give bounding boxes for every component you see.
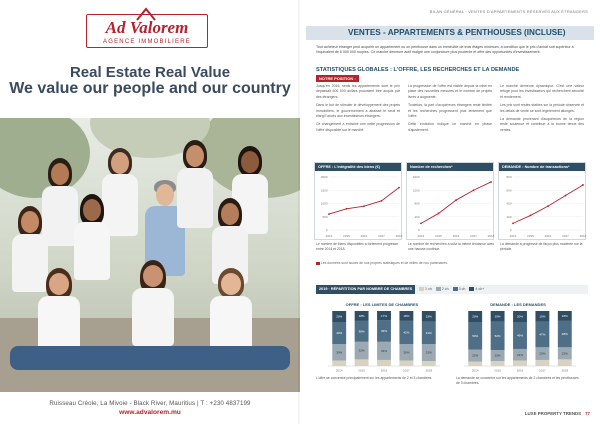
line-chart-offer (315, 171, 403, 240)
x-tick-label: 2014 (325, 234, 333, 238)
data-point (398, 187, 400, 189)
data-point (582, 184, 584, 186)
data-point (490, 181, 492, 183)
data-label: 18% (403, 314, 410, 319)
chart-footnote (316, 261, 448, 265)
data-point (346, 208, 348, 210)
text-column-2 (408, 84, 492, 136)
data-label: 21% (516, 352, 524, 357)
data-point (328, 213, 330, 215)
data-label: 48% (561, 332, 568, 337)
x-tick-label: 2016 (452, 234, 460, 238)
x-tick-label: 2018 (395, 234, 403, 238)
stack-chart-title: DEMANDE : LES DEMANDES (490, 302, 546, 307)
page-footer (525, 411, 590, 416)
x-tick-label: 2014 (509, 234, 517, 238)
chart-caption: La demande a progressé de façon plus modérée sur la période. (500, 242, 583, 251)
chart-caption: Le nombre de biens disponibles a fortement progressé entre 2014 et 2018. (316, 242, 398, 251)
x-tick-label: 2015 (343, 234, 350, 238)
bar-segment (535, 360, 549, 366)
team-photo (0, 118, 300, 392)
y-tick-label: 1500 (320, 188, 328, 193)
bar-segment (332, 361, 346, 367)
x-tick-label: 2017 (539, 368, 546, 373)
data-point (381, 200, 383, 202)
data-point (473, 189, 475, 191)
data-label: 38% (358, 329, 365, 334)
x-tick-label: 2018 (579, 234, 587, 238)
bar-segment (377, 360, 391, 366)
data-point (565, 195, 567, 197)
x-tick-label: 2017 (562, 234, 569, 238)
data-point (420, 222, 422, 224)
y-tick-label: 1000 (320, 201, 328, 206)
x-tick-label: 2017 (470, 234, 477, 238)
article-page (300, 0, 600, 424)
chart-title: OFFRE : L'intégralité des biens (€) (315, 163, 401, 171)
bar-segment (422, 361, 436, 366)
y-tick-label: 1600 (412, 175, 420, 180)
line-chart-searches (407, 171, 495, 240)
data-label: 49% (516, 333, 524, 338)
page-number: 77 (585, 411, 590, 416)
data-label: 18% (561, 314, 568, 319)
legend-swatch (316, 262, 320, 265)
data-label: 20% (336, 314, 343, 319)
chart-demand (498, 162, 586, 240)
legend-label: 2 ch (441, 287, 449, 291)
data-point (363, 205, 365, 207)
advert-title: Real Estate Real Value (69, 64, 231, 81)
data-point (547, 205, 549, 207)
chart-footnote-text: Les données sont issues de nos propres statistiques et de celles de nos partenaires. (321, 261, 448, 265)
roof-icon (136, 7, 156, 21)
y-tick-label: 500 (322, 214, 328, 219)
data-label: 32% (358, 348, 365, 353)
x-tick-label: 2018 (561, 368, 569, 373)
bar-segment (355, 359, 369, 366)
data-point (512, 222, 514, 224)
stack-caption: L'offre se concentre principalement sur les appartements de 2 et 3 chambres. (316, 376, 433, 380)
legend-swatch (453, 287, 458, 291)
section2-tag: 2019 · RÉPARTITION PAR NOMBRE DE CHAMBRES (316, 285, 415, 294)
chart-title: DEMANDE : Nombre de transactions* (499, 163, 585, 171)
bar-segment (513, 361, 527, 367)
y-tick-label: 2000 (320, 175, 328, 180)
position-pill: NOTRE POSITION : (316, 75, 359, 82)
paragraph: La demande provenant d'acquéreurs de la région reste soutenue et contribue à la bonne tenue des ventes. (500, 117, 584, 132)
data-label: 18% (358, 314, 365, 319)
text-column-3 (500, 84, 584, 136)
data-label: 50% (472, 333, 479, 338)
text-column-1 (316, 84, 400, 136)
y-tick-label: 0 (509, 228, 512, 233)
stacked-bar-demand (456, 308, 580, 374)
data-label: 42% (403, 330, 410, 335)
data-label: 40% (336, 331, 343, 336)
section-title: VENTES - APPARTEMENTS & PENTHOUSES (INCLUSE) (348, 28, 566, 37)
stats-heading: STATISTIQUES GLOBALES : L'OFFRE, LES RECHERCHES ET LA DEMANDE (316, 67, 520, 73)
bar-segment (558, 359, 572, 366)
x-tick-label: 2015 (435, 234, 442, 238)
x-tick-label: 2016 (544, 234, 552, 238)
intro-paragraph: Tout acheteur étranger peut acquérir un appartement ou un penthouse dans un immeuble de trois étages minimum, à condition que le prix d'achat soit supérieur à l'équivalent de 6 000 000 roupies. Ce marché demeure actif malgré une conjoncture plus prudente et offre des opportunités d'investissement. (316, 45, 574, 55)
x-tick-label: 2015 (358, 368, 365, 373)
stack-caption: La demande se concentre sur les appartements de 2 chambres et les penthouses de 3 chambres. (456, 376, 579, 385)
y-tick-label: 0 (417, 228, 420, 233)
data-label: 33% (380, 348, 388, 353)
y-tick-label: 400 (506, 201, 512, 206)
data-label: 52% (494, 333, 501, 338)
chart-offer (314, 162, 402, 240)
y-tick-label: 800 (414, 201, 420, 206)
x-tick-label: 2017 (403, 368, 410, 373)
logo-name: Ad Valorem (105, 18, 189, 37)
advert-footer (0, 392, 300, 424)
x-tick-label: 2018 (487, 234, 495, 238)
x-tick-label: 2016 (360, 234, 368, 238)
running-head: BILAN GÉNÉRAL · VENTES D'APPARTEMENTS RÉSERVÉS AUX ÉTRANGERS (429, 9, 588, 14)
series-line (513, 185, 583, 223)
data-point (530, 215, 532, 217)
data-label: 41% (425, 330, 432, 335)
paragraph: Jusqu'en 2016, seuls les appartements dont le prix dépassait 500 000 dollars pouvaient être acquis par des étrangers. (316, 84, 400, 99)
y-tick-label: 600 (506, 188, 512, 193)
chart-searches (406, 162, 494, 240)
x-tick-label: 2014 (335, 368, 343, 373)
data-point (455, 199, 457, 201)
y-tick-label: 400 (414, 214, 420, 219)
data-label: 19% (494, 314, 501, 319)
series-line (329, 188, 399, 215)
legend-swatch (469, 287, 474, 291)
paragraph: Dans le but de stimuler le développement des projets immobiliers, le gouvernement a abaissé le seuil et élargi l'accès aux investisseurs étrangers. (316, 103, 400, 119)
bar-segment (491, 361, 505, 366)
x-tick-label: 2018 (425, 368, 433, 373)
advert-address: Ruisseau Créole, La Mivoie - Black River, Mauritius | T : +230 4837199 (49, 400, 251, 407)
paragraph: Cette évolution indique un marché en phase d'ajustement. (408, 122, 492, 132)
data-label: 47% (539, 332, 546, 337)
y-tick-label: 1200 (412, 188, 420, 193)
bar-segment (399, 361, 413, 367)
paragraph: La progression de l'offre est visible depuis la mise en place des nouvelles mesures et le nombre de projets livrés a augmenté. (408, 84, 492, 99)
x-tick-label: 2014 (471, 368, 479, 373)
paragraph: Les prix sont restés stables sur la période observée et les délais de vente se sont légèrement allongés. (500, 103, 584, 113)
data-label: 17% (380, 313, 388, 318)
x-tick-label: 2015 (527, 234, 534, 238)
data-label: 20% (472, 314, 479, 319)
data-label: 30% (336, 350, 343, 355)
chart-title: Nombre de recherches* (407, 163, 493, 171)
stacked-bar-offer (320, 308, 444, 374)
paragraph: Ce changement a entraîné une nette progression de l'offre disponible sur le marché. (316, 122, 400, 132)
data-label: 30% (403, 350, 410, 355)
x-tick-label: 2016 (516, 368, 524, 373)
x-tick-label: 2015 (494, 368, 501, 373)
legend-label: 4 ch+ (475, 287, 485, 291)
y-tick-label: 0 (325, 228, 328, 233)
legend-swatch (436, 287, 441, 291)
series-line (421, 182, 491, 223)
data-label: 23% (539, 351, 546, 356)
legend-label: 1 ch (425, 287, 432, 291)
data-label: 39% (380, 329, 388, 334)
x-tick-label: 2017 (378, 234, 385, 238)
data-label: 20% (516, 314, 524, 319)
advert-website-link[interactable]: www.advalorem.mu (119, 409, 181, 416)
data-label: 31% (425, 350, 432, 355)
data-point (438, 213, 440, 215)
paragraph: Le marché demeure dynamique. C'est une valeur refuge pour les investisseurs qui recherchent sécurité et rendement. (500, 84, 584, 99)
line-chart-demand (499, 171, 587, 240)
stack-chart-title: OFFRE : LES LIMITES DE CHAMBRES (345, 302, 419, 307)
data-label: 22% (561, 351, 568, 356)
data-label: 20% (494, 353, 501, 358)
x-tick-label: 2014 (417, 234, 425, 238)
bar-segment (468, 362, 482, 366)
legend-label: 3 ch (458, 287, 466, 291)
y-tick-label: 800 (506, 175, 512, 180)
x-tick-label: 2016 (380, 368, 388, 373)
paragraph: Toutefois, la part d'acquéreurs étrangers reste limitée et les recherches progressent plus lentement que l'offre. (408, 103, 492, 119)
logo-tagline: AGENCE IMMOBILIERE (103, 39, 191, 45)
bedroom-legend (416, 287, 484, 291)
data-label: 22% (472, 353, 479, 358)
advert-subtitle: We value our people and our country (9, 80, 291, 97)
footer-label: LUXE PROPERTY TRENDS (524, 411, 582, 416)
chart-caption: Le nombre de recherches a suivi la même tendance avec une hausse continue. (408, 242, 495, 251)
legend-swatch (419, 287, 424, 291)
data-label: 19% (539, 314, 546, 319)
y-tick-label: 200 (506, 214, 512, 219)
data-label: 19% (425, 314, 432, 319)
